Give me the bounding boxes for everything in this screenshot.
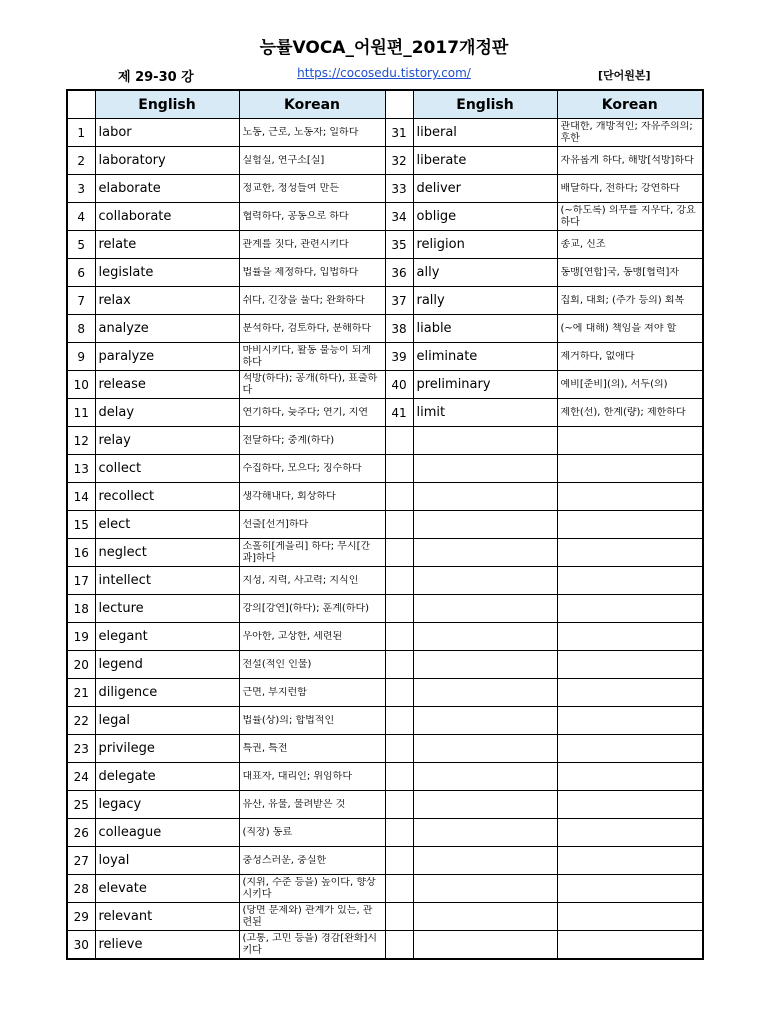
row-number xyxy=(385,791,413,819)
korean-meaning xyxy=(239,343,385,371)
row-number xyxy=(385,567,413,595)
korean-meaning xyxy=(557,903,703,931)
row-number xyxy=(385,483,413,511)
korean-meaning xyxy=(239,819,385,847)
row-number xyxy=(385,903,413,931)
row-number xyxy=(385,763,413,791)
english-word xyxy=(413,931,557,960)
table-row xyxy=(67,651,703,679)
table-row xyxy=(67,511,703,539)
row-number: 15 xyxy=(67,511,95,539)
table-row xyxy=(67,735,703,763)
english-word: legacy xyxy=(95,791,239,819)
korean-meaning xyxy=(557,707,703,735)
vocab-table xyxy=(66,89,704,960)
korean-meaning-text: 관계를 짓다, 관련시키다 xyxy=(242,238,349,250)
header-num-left xyxy=(67,90,95,119)
english-word xyxy=(413,427,557,455)
row-number: 1 xyxy=(67,119,95,147)
row-number: 29 xyxy=(67,903,95,931)
english-word xyxy=(413,623,557,651)
row-number xyxy=(385,847,413,875)
korean-meaning xyxy=(557,511,703,539)
row-number: 21 xyxy=(67,679,95,707)
english-word: deliver xyxy=(413,175,557,203)
korean-meaning-text: (고통, 고민 등을) 경감[완화]시키다 xyxy=(242,932,378,956)
korean-meaning-text: 지성, 지력, 사고력; 지식인 xyxy=(242,574,359,586)
korean-meaning-text: 강의[강연](하다); 훈계(하다) xyxy=(242,602,370,614)
row-number: 12 xyxy=(67,427,95,455)
row-number xyxy=(385,679,413,707)
korean-meaning xyxy=(557,623,703,651)
english-word xyxy=(413,791,557,819)
korean-meaning xyxy=(557,875,703,903)
row-number: 11 xyxy=(67,399,95,427)
table-row xyxy=(67,147,703,175)
row-number: 20 xyxy=(67,651,95,679)
row-number: 23 xyxy=(67,735,95,763)
table-row xyxy=(67,679,703,707)
korean-meaning xyxy=(239,427,385,455)
table-row xyxy=(67,875,703,903)
row-number: 16 xyxy=(67,539,95,567)
korean-meaning-text: (직장) 동료 xyxy=(242,826,293,838)
korean-meaning xyxy=(239,791,385,819)
korean-meaning xyxy=(557,231,703,259)
row-number: 9 xyxy=(67,343,95,371)
korean-meaning-text: 동맹[연합]국, 동맹[협력]자 xyxy=(560,266,680,278)
table-row xyxy=(67,287,703,315)
row-number: 17 xyxy=(67,567,95,595)
english-word: elect xyxy=(95,511,239,539)
row-number: 37 xyxy=(385,287,413,315)
korean-meaning xyxy=(557,399,703,427)
korean-meaning xyxy=(239,763,385,791)
english-word: eliminate xyxy=(413,343,557,371)
row-number xyxy=(385,511,413,539)
row-number: 36 xyxy=(385,259,413,287)
korean-meaning xyxy=(557,343,703,371)
row-number: 32 xyxy=(385,147,413,175)
korean-meaning xyxy=(557,819,703,847)
english-word: rally xyxy=(413,287,557,315)
korean-meaning xyxy=(239,679,385,707)
korean-meaning xyxy=(557,931,703,960)
korean-meaning-text: 연기하다, 늦추다; 연기, 지연 xyxy=(242,406,369,418)
english-word xyxy=(413,483,557,511)
row-number xyxy=(385,819,413,847)
korean-meaning-text: (~하도록) 의무를 지우다, 강요하다 xyxy=(560,204,696,228)
korean-meaning xyxy=(557,147,703,175)
row-number: 13 xyxy=(67,455,95,483)
header-korean-right: Korean xyxy=(557,90,703,119)
table-row xyxy=(67,175,703,203)
korean-meaning xyxy=(557,371,703,399)
korean-meaning xyxy=(557,735,703,763)
english-word: lecture xyxy=(95,595,239,623)
row-number xyxy=(385,427,413,455)
english-word xyxy=(413,567,557,595)
english-word: laboratory xyxy=(95,147,239,175)
table-row xyxy=(67,791,703,819)
korean-meaning-text: 제한(선), 한계(량); 제한하다 xyxy=(560,406,686,418)
header-english-left: English xyxy=(95,90,239,119)
english-word: elaborate xyxy=(95,175,239,203)
table-row xyxy=(67,203,703,231)
english-word xyxy=(413,511,557,539)
korean-meaning xyxy=(557,567,703,595)
table-row xyxy=(67,371,703,399)
korean-meaning xyxy=(239,399,385,427)
korean-meaning xyxy=(239,231,385,259)
table-row xyxy=(67,427,703,455)
korean-meaning xyxy=(239,651,385,679)
korean-meaning xyxy=(239,595,385,623)
korean-meaning xyxy=(239,847,385,875)
korean-meaning-text: 법률을 제정하다, 입법하다 xyxy=(242,266,359,278)
english-word: analyze xyxy=(95,315,239,343)
english-word xyxy=(413,707,557,735)
english-word: neglect xyxy=(95,539,239,567)
korean-meaning xyxy=(239,539,385,567)
english-word xyxy=(413,875,557,903)
korean-meaning xyxy=(239,707,385,735)
korean-meaning xyxy=(557,763,703,791)
table-row xyxy=(67,399,703,427)
english-word: colleague xyxy=(95,819,239,847)
table-row xyxy=(67,259,703,287)
korean-meaning-text: 대표자, 대리인; 위임하다 xyxy=(242,770,353,782)
row-number xyxy=(385,735,413,763)
english-word: loyal xyxy=(95,847,239,875)
english-word: elegant xyxy=(95,623,239,651)
row-number: 22 xyxy=(67,707,95,735)
korean-meaning xyxy=(557,791,703,819)
table-row xyxy=(67,455,703,483)
english-word: relieve xyxy=(95,931,239,960)
english-word xyxy=(413,847,557,875)
korean-meaning-text: 수집하다, 모으다; 징수하다 xyxy=(242,462,362,474)
source-link[interactable]: https://cocosedu.tistory.com/ xyxy=(297,66,471,80)
row-number xyxy=(385,595,413,623)
korean-meaning-text: 전설(적인 인물) xyxy=(242,658,312,670)
row-number: 24 xyxy=(67,763,95,791)
row-number: 39 xyxy=(385,343,413,371)
english-word xyxy=(413,595,557,623)
english-word: limit xyxy=(413,399,557,427)
english-word: liberal xyxy=(413,119,557,147)
table-row xyxy=(67,903,703,931)
row-number: 27 xyxy=(67,847,95,875)
row-number: 26 xyxy=(67,819,95,847)
korean-meaning xyxy=(557,455,703,483)
korean-meaning xyxy=(557,651,703,679)
row-number: 4 xyxy=(67,203,95,231)
header-num-right xyxy=(385,90,413,119)
english-word: recollect xyxy=(95,483,239,511)
korean-meaning-text: 충성스러운, 충실한 xyxy=(242,854,327,866)
table-row xyxy=(67,343,703,371)
table-row xyxy=(67,931,703,960)
row-number xyxy=(385,455,413,483)
korean-meaning xyxy=(239,175,385,203)
korean-meaning xyxy=(239,931,385,960)
row-number: 34 xyxy=(385,203,413,231)
table-row xyxy=(67,119,703,147)
row-number: 30 xyxy=(67,931,95,960)
korean-meaning-text: (지위, 수준 등을) 높이다, 향상시키다 xyxy=(242,876,376,900)
table-header-row xyxy=(67,90,703,119)
row-number: 14 xyxy=(67,483,95,511)
english-word: relate xyxy=(95,231,239,259)
english-word xyxy=(413,763,557,791)
table-row xyxy=(67,707,703,735)
table-row xyxy=(67,763,703,791)
korean-meaning xyxy=(239,259,385,287)
korean-meaning xyxy=(239,623,385,651)
korean-meaning-text: 특권, 특전 xyxy=(242,742,288,754)
header-korean-left: Korean xyxy=(239,90,385,119)
english-word xyxy=(413,455,557,483)
english-word: delay xyxy=(95,399,239,427)
korean-meaning xyxy=(239,203,385,231)
edition-label: [단어원본] xyxy=(598,69,651,82)
english-word: privilege xyxy=(95,735,239,763)
korean-meaning xyxy=(557,315,703,343)
korean-meaning-text: 유산, 유물, 물려받은 것 xyxy=(242,798,346,810)
korean-meaning xyxy=(239,147,385,175)
english-word xyxy=(413,735,557,763)
english-word: legal xyxy=(95,707,239,735)
korean-meaning-text: 전달하다; 중계(하다) xyxy=(242,434,335,446)
english-word: legend xyxy=(95,651,239,679)
row-number xyxy=(385,707,413,735)
row-number: 5 xyxy=(67,231,95,259)
korean-meaning-text: 법률(상)의; 합법적인 xyxy=(242,714,335,726)
korean-meaning xyxy=(239,735,385,763)
english-word: relay xyxy=(95,427,239,455)
row-number: 25 xyxy=(67,791,95,819)
korean-meaning xyxy=(239,903,385,931)
english-word: liberate xyxy=(413,147,557,175)
row-number: 18 xyxy=(67,595,95,623)
korean-meaning-text: 우아한, 고상한, 세련된 xyxy=(242,630,343,642)
row-number: 6 xyxy=(67,259,95,287)
korean-meaning-text: 노동, 근로, 노동자; 일하다 xyxy=(242,126,359,138)
english-word: preliminary xyxy=(413,371,557,399)
korean-meaning xyxy=(557,847,703,875)
row-number: 10 xyxy=(67,371,95,399)
korean-meaning-text: (~에 대해) 책임을 져야 할 xyxy=(560,322,677,334)
english-word: collect xyxy=(95,455,239,483)
korean-meaning-text: 마비시키다, 활동 불능이 되게 하다 xyxy=(242,344,372,368)
english-word: release xyxy=(95,371,239,399)
row-number: 33 xyxy=(385,175,413,203)
english-word xyxy=(413,903,557,931)
korean-meaning xyxy=(557,483,703,511)
english-word: intellect xyxy=(95,567,239,595)
table-row xyxy=(67,567,703,595)
korean-meaning-text: 분석하다, 검토하다, 분해하다 xyxy=(242,322,372,334)
korean-meaning xyxy=(557,427,703,455)
korean-meaning xyxy=(239,287,385,315)
english-word: paralyze xyxy=(95,343,239,371)
korean-meaning xyxy=(239,483,385,511)
row-number: 38 xyxy=(385,315,413,343)
english-word xyxy=(413,651,557,679)
korean-meaning-text: 쉬다, 긴장을 풀다; 완화하다 xyxy=(242,294,365,306)
korean-meaning-text: 선출[선거]하다 xyxy=(242,518,309,530)
row-number: 8 xyxy=(67,315,95,343)
korean-meaning-text: 배달하다, 전하다; 강연하다 xyxy=(560,182,680,194)
row-number: 41 xyxy=(385,399,413,427)
header-english-right: English xyxy=(413,90,557,119)
row-number xyxy=(385,539,413,567)
korean-meaning-text: 소홀히[게을리] 하다; 무시[간과]하다 xyxy=(242,540,371,564)
table-row xyxy=(67,315,703,343)
korean-meaning-text: 제거하다, 없애다 xyxy=(560,350,635,362)
english-word: relax xyxy=(95,287,239,315)
row-number xyxy=(385,651,413,679)
korean-meaning-text: 예비[준비](의), 서두(의) xyxy=(560,378,668,390)
korean-meaning-text: 석방(하다); 공개(하다), 표출하다 xyxy=(242,372,378,396)
row-number: 19 xyxy=(67,623,95,651)
korean-meaning-text: 정교한, 정성들여 만든 xyxy=(242,182,339,194)
english-word: legislate xyxy=(95,259,239,287)
korean-meaning-text: 생각해내다, 회상하다 xyxy=(242,490,336,502)
korean-meaning xyxy=(557,259,703,287)
table-row xyxy=(67,819,703,847)
table-row xyxy=(67,623,703,651)
english-word xyxy=(413,539,557,567)
korean-meaning xyxy=(239,511,385,539)
row-number xyxy=(385,931,413,960)
row-number: 3 xyxy=(67,175,95,203)
korean-meaning xyxy=(239,875,385,903)
table-row xyxy=(67,595,703,623)
row-number: 35 xyxy=(385,231,413,259)
korean-meaning-text: 관대한, 개방적인; 자유주의의; 후한 xyxy=(560,120,693,144)
row-number: 28 xyxy=(67,875,95,903)
row-number: 2 xyxy=(67,147,95,175)
english-word: relevant xyxy=(95,903,239,931)
english-word: elevate xyxy=(95,875,239,903)
english-word: delegate xyxy=(95,763,239,791)
korean-meaning xyxy=(239,455,385,483)
table-row xyxy=(67,483,703,511)
korean-meaning-text: 집회, 대회; (주가 등의) 회복 xyxy=(560,294,685,306)
row-number xyxy=(385,623,413,651)
table-row xyxy=(67,231,703,259)
english-word: liable xyxy=(413,315,557,343)
korean-meaning-text: (당면 문제와) 관계가 있는, 관련된 xyxy=(242,904,373,928)
korean-meaning xyxy=(557,539,703,567)
row-number: 31 xyxy=(385,119,413,147)
korean-meaning-text: 자유롭게 하다, 해방[석방]하다 xyxy=(560,154,694,166)
lesson-label: 제 29-30 강 xyxy=(118,70,194,85)
korean-meaning xyxy=(557,203,703,231)
english-word xyxy=(413,819,557,847)
korean-meaning xyxy=(557,119,703,147)
table-row xyxy=(67,539,703,567)
korean-meaning xyxy=(557,287,703,315)
row-number: 40 xyxy=(385,371,413,399)
korean-meaning-text: 근면, 부지런함 xyxy=(242,686,307,698)
korean-meaning xyxy=(239,567,385,595)
korean-meaning xyxy=(557,595,703,623)
korean-meaning xyxy=(239,315,385,343)
english-word xyxy=(413,679,557,707)
table-row xyxy=(67,847,703,875)
korean-meaning xyxy=(239,119,385,147)
english-word: collaborate xyxy=(95,203,239,231)
english-word: religion xyxy=(413,231,557,259)
korean-meaning xyxy=(557,679,703,707)
english-word: oblige xyxy=(413,203,557,231)
english-word: ally xyxy=(413,259,557,287)
korean-meaning-text: 종교, 신조 xyxy=(560,238,606,250)
korean-meaning xyxy=(557,175,703,203)
korean-meaning-text: 협력하다, 공동으로 하다 xyxy=(242,210,349,222)
korean-meaning xyxy=(239,371,385,399)
row-number: 7 xyxy=(67,287,95,315)
korean-meaning-text: 실험실, 연구소[실] xyxy=(242,154,325,166)
english-word: labor xyxy=(95,119,239,147)
row-number xyxy=(385,875,413,903)
english-word: diligence xyxy=(95,679,239,707)
page-title: 능률VOCA_어원편_2017개정판 xyxy=(259,38,509,58)
